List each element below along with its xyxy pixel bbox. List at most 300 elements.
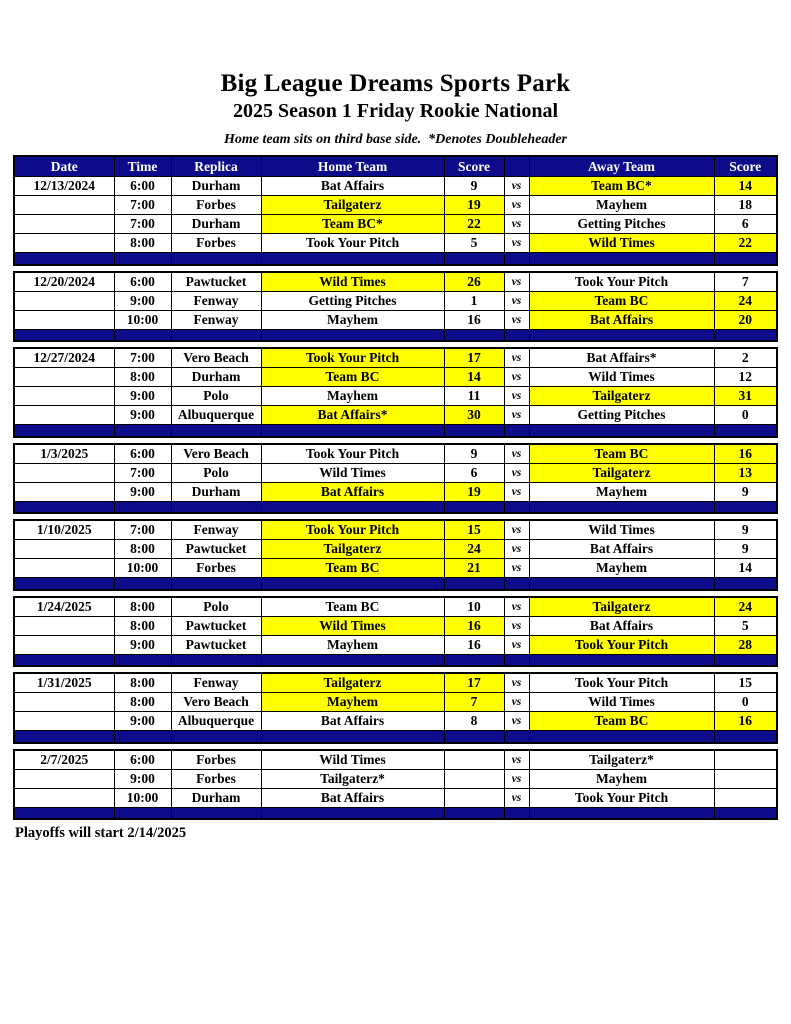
- schedule-group: [13, 443, 778, 515]
- separator-cell: [261, 578, 444, 590]
- time-cell: 9:00: [114, 635, 171, 654]
- separator-cell: [444, 731, 504, 743]
- date-cell: 1/10/2025: [14, 520, 114, 540]
- vs-cell: vs: [504, 712, 529, 731]
- separator-cell: [171, 329, 261, 341]
- separator-cell: [444, 654, 504, 666]
- vs-cell: vs: [504, 673, 529, 693]
- date-cell: [14, 368, 114, 387]
- home-score-cell: 26: [444, 272, 504, 292]
- away-score-cell: 22: [714, 234, 777, 253]
- header-home: Home Team: [261, 156, 444, 177]
- vs-cell: vs: [504, 348, 529, 368]
- separator-cell: [14, 731, 114, 743]
- time-cell: 10:00: [114, 788, 171, 807]
- replica-cell: Pawtucket: [171, 616, 261, 635]
- date-cell: [14, 616, 114, 635]
- separator-cell: [714, 329, 777, 341]
- game-row: [14, 712, 777, 731]
- home-score-cell: [444, 788, 504, 807]
- page-note: Home team sits on third base side. *Denotes Doubleheader: [224, 132, 567, 147]
- time-cell: 9:00: [114, 291, 171, 310]
- home-team-cell: Bat Affairs*: [261, 406, 444, 425]
- away-team-cell: Tailgaterz*: [529, 750, 714, 770]
- vs-cell: vs: [504, 559, 529, 578]
- away-score-cell: 24: [714, 291, 777, 310]
- home-team-cell: Took Your Pitch: [261, 520, 444, 540]
- separator-cell: [261, 253, 444, 265]
- time-cell: 6:00: [114, 177, 171, 196]
- replica-cell: Pawtucket: [171, 635, 261, 654]
- separator-cell: [529, 731, 714, 743]
- time-cell: 7:00: [114, 348, 171, 368]
- vs-cell: vs: [504, 769, 529, 788]
- separator-cell: [504, 425, 529, 437]
- separator-cell: [114, 807, 171, 819]
- replica-cell: Pawtucket: [171, 540, 261, 559]
- separator-cell: [114, 501, 171, 513]
- home-team-cell: Wild Times: [261, 272, 444, 292]
- game-row: [14, 788, 777, 807]
- time-cell: 6:00: [114, 444, 171, 464]
- separator-row: [14, 425, 777, 437]
- away-team-cell: Bat Affairs: [529, 540, 714, 559]
- away-team-cell: Mayhem: [529, 196, 714, 215]
- replica-cell: Durham: [171, 368, 261, 387]
- time-cell: 8:00: [114, 234, 171, 253]
- separator-row: [14, 731, 777, 743]
- separator-cell: [504, 501, 529, 513]
- game-row: [14, 406, 777, 425]
- replica-cell: Albuquerque: [171, 406, 261, 425]
- replica-cell: Vero Beach: [171, 693, 261, 712]
- separator-cell: [114, 253, 171, 265]
- away-team-cell: Took Your Pitch: [529, 272, 714, 292]
- schedule-group: [13, 672, 778, 744]
- schedule-group: [13, 596, 778, 668]
- home-score-cell: 7: [444, 693, 504, 712]
- date-cell: [14, 387, 114, 406]
- home-team-cell: Wild Times: [261, 616, 444, 635]
- game-row: [14, 272, 777, 292]
- time-cell: 8:00: [114, 693, 171, 712]
- date-cell: 12/20/2024: [14, 272, 114, 292]
- game-row: [14, 196, 777, 215]
- schedule-group: [13, 271, 778, 343]
- replica-cell: Polo: [171, 597, 261, 617]
- away-score-cell: 12: [714, 368, 777, 387]
- vs-cell: vs: [504, 635, 529, 654]
- separator-cell: [14, 654, 114, 666]
- away-team-cell: Bat Affairs: [529, 310, 714, 329]
- replica-cell: Forbes: [171, 234, 261, 253]
- home-score-cell: 22: [444, 215, 504, 234]
- separator-cell: [171, 253, 261, 265]
- date-cell: [14, 693, 114, 712]
- separator-cell: [529, 425, 714, 437]
- away-score-cell: 2: [714, 348, 777, 368]
- game-row: [14, 750, 777, 770]
- away-score-cell: 20: [714, 310, 777, 329]
- separator-cell: [261, 807, 444, 819]
- separator-cell: [444, 501, 504, 513]
- separator-row: [14, 501, 777, 513]
- away-score-cell: 13: [714, 463, 777, 482]
- home-score-cell: 17: [444, 673, 504, 693]
- vs-cell: vs: [504, 750, 529, 770]
- date-cell: 12/27/2024: [14, 348, 114, 368]
- header-replica: Replica: [171, 156, 261, 177]
- home-score-cell: 16: [444, 616, 504, 635]
- replica-cell: Polo: [171, 463, 261, 482]
- date-cell: 1/24/2025: [14, 597, 114, 617]
- away-team-cell: Mayhem: [529, 482, 714, 501]
- date-cell: [14, 406, 114, 425]
- vs-cell: vs: [504, 272, 529, 292]
- time-cell: 9:00: [114, 387, 171, 406]
- home-score-cell: 15: [444, 520, 504, 540]
- separator-cell: [529, 578, 714, 590]
- away-score-cell: 18: [714, 196, 777, 215]
- game-row: [14, 616, 777, 635]
- home-team-cell: Team BC: [261, 597, 444, 617]
- home-score-cell: 5: [444, 234, 504, 253]
- replica-cell: Vero Beach: [171, 444, 261, 464]
- header-away: Away Team: [529, 156, 714, 177]
- date-cell: [14, 482, 114, 501]
- away-score-cell: 15: [714, 673, 777, 693]
- home-score-cell: 17: [444, 348, 504, 368]
- time-cell: 9:00: [114, 406, 171, 425]
- time-cell: 10:00: [114, 559, 171, 578]
- separator-row: [14, 654, 777, 666]
- replica-cell: Durham: [171, 482, 261, 501]
- time-cell: 7:00: [114, 520, 171, 540]
- separator-cell: [114, 731, 171, 743]
- separator-cell: [171, 425, 261, 437]
- away-team-cell: Mayhem: [529, 769, 714, 788]
- replica-cell: Vero Beach: [171, 348, 261, 368]
- replica-cell: Albuquerque: [171, 712, 261, 731]
- game-row: [14, 769, 777, 788]
- replica-cell: Durham: [171, 788, 261, 807]
- game-row: [14, 177, 777, 196]
- separator-cell: [171, 501, 261, 513]
- vs-cell: vs: [504, 177, 529, 196]
- away-team-cell: Wild Times: [529, 368, 714, 387]
- separator-cell: [529, 329, 714, 341]
- away-team-cell: Getting Pitches: [529, 215, 714, 234]
- away-score-cell: [714, 788, 777, 807]
- date-cell: 12/13/2024: [14, 177, 114, 196]
- vs-cell: vs: [504, 616, 529, 635]
- vs-cell: vs: [504, 406, 529, 425]
- away-team-cell: Wild Times: [529, 234, 714, 253]
- replica-cell: Forbes: [171, 559, 261, 578]
- home-team-cell: Tailgaterz: [261, 196, 444, 215]
- home-team-cell: Tailgaterz*: [261, 769, 444, 788]
- away-team-cell: Took Your Pitch: [529, 635, 714, 654]
- home-score-cell: 24: [444, 540, 504, 559]
- separator-cell: [261, 731, 444, 743]
- away-score-cell: 28: [714, 635, 777, 654]
- game-row: [14, 520, 777, 540]
- away-team-cell: Bat Affairs*: [529, 348, 714, 368]
- home-score-cell: [444, 769, 504, 788]
- away-score-cell: 9: [714, 482, 777, 501]
- replica-cell: Fenway: [171, 520, 261, 540]
- separator-cell: [444, 578, 504, 590]
- away-score-cell: 6: [714, 215, 777, 234]
- away-team-cell: Team BC: [529, 712, 714, 731]
- separator-cell: [14, 807, 114, 819]
- home-score-cell: 8: [444, 712, 504, 731]
- home-score-cell: 30: [444, 406, 504, 425]
- vs-cell: vs: [504, 540, 529, 559]
- away-score-cell: 31: [714, 387, 777, 406]
- time-cell: 8:00: [114, 368, 171, 387]
- game-row: [14, 693, 777, 712]
- date-cell: [14, 196, 114, 215]
- date-cell: 2/7/2025: [14, 750, 114, 770]
- separator-cell: [529, 501, 714, 513]
- home-score-cell: 10: [444, 597, 504, 617]
- vs-cell: vs: [504, 368, 529, 387]
- vs-cell: vs: [504, 196, 529, 215]
- page-subtitle: 2025 Season 1 Friday Rookie National: [232, 100, 559, 122]
- separator-row: [14, 807, 777, 819]
- vs-cell: vs: [504, 597, 529, 617]
- home-team-cell: Bat Affairs: [261, 482, 444, 501]
- game-row: [14, 310, 777, 329]
- game-row: [14, 540, 777, 559]
- away-team-cell: Team BC: [529, 444, 714, 464]
- away-score-cell: 7: [714, 272, 777, 292]
- game-row: [14, 444, 777, 464]
- time-cell: 8:00: [114, 673, 171, 693]
- vs-cell: vs: [504, 463, 529, 482]
- home-team-cell: Team BC: [261, 368, 444, 387]
- separator-cell: [114, 578, 171, 590]
- home-team-cell: Bat Affairs: [261, 712, 444, 731]
- separator-cell: [444, 253, 504, 265]
- page-header: [0, 0, 791, 148]
- schedule-group: [13, 519, 778, 591]
- away-score-cell: 9: [714, 540, 777, 559]
- date-cell: 1/31/2025: [14, 673, 114, 693]
- away-score-cell: 5: [714, 616, 777, 635]
- home-score-cell: 14: [444, 368, 504, 387]
- vs-cell: vs: [504, 444, 529, 464]
- home-score-cell: [444, 750, 504, 770]
- vs-cell: vs: [504, 482, 529, 501]
- replica-cell: Forbes: [171, 196, 261, 215]
- home-score-cell: 19: [444, 196, 504, 215]
- schedule-table-container: [13, 155, 791, 820]
- separator-cell: [504, 807, 529, 819]
- away-team-cell: Tailgaterz: [529, 387, 714, 406]
- home-score-cell: 9: [444, 177, 504, 196]
- game-row: [14, 597, 777, 617]
- separator-cell: [171, 654, 261, 666]
- separator-cell: [261, 329, 444, 341]
- separator-cell: [14, 425, 114, 437]
- separator-cell: [261, 501, 444, 513]
- date-cell: [14, 712, 114, 731]
- separator-cell: [444, 329, 504, 341]
- away-score-cell: [714, 750, 777, 770]
- away-score-cell: 14: [714, 177, 777, 196]
- vs-cell: vs: [504, 234, 529, 253]
- home-team-cell: Wild Times: [261, 463, 444, 482]
- time-cell: 7:00: [114, 463, 171, 482]
- date-cell: [14, 559, 114, 578]
- away-score-cell: 9: [714, 520, 777, 540]
- home-team-cell: Mayhem: [261, 387, 444, 406]
- time-cell: 8:00: [114, 616, 171, 635]
- separator-cell: [504, 578, 529, 590]
- replica-cell: Forbes: [171, 750, 261, 770]
- header-vs: [504, 156, 529, 177]
- separator-cell: [444, 807, 504, 819]
- away-score-cell: 14: [714, 559, 777, 578]
- home-team-cell: Getting Pitches: [261, 291, 444, 310]
- home-team-cell: Mayhem: [261, 693, 444, 712]
- replica-cell: Forbes: [171, 769, 261, 788]
- replica-cell: Fenway: [171, 291, 261, 310]
- header-time: Time: [114, 156, 171, 177]
- separator-cell: [714, 425, 777, 437]
- away-team-cell: Took Your Pitch: [529, 673, 714, 693]
- separator-cell: [714, 807, 777, 819]
- date-cell: [14, 234, 114, 253]
- home-score-cell: 16: [444, 310, 504, 329]
- time-cell: 10:00: [114, 310, 171, 329]
- home-team-cell: Tailgaterz: [261, 540, 444, 559]
- home-team-cell: Mayhem: [261, 310, 444, 329]
- schedule-group: [13, 347, 778, 438]
- game-row: [14, 348, 777, 368]
- separator-row: [14, 329, 777, 341]
- game-row: [14, 234, 777, 253]
- separator-cell: [14, 578, 114, 590]
- separator-cell: [504, 253, 529, 265]
- time-cell: 8:00: [114, 540, 171, 559]
- home-score-cell: 16: [444, 635, 504, 654]
- date-cell: [14, 769, 114, 788]
- replica-cell: Fenway: [171, 673, 261, 693]
- away-score-cell: 0: [714, 693, 777, 712]
- separator-row: [14, 253, 777, 265]
- separator-cell: [714, 654, 777, 666]
- game-row: [14, 215, 777, 234]
- replica-cell: Pawtucket: [171, 272, 261, 292]
- home-team-cell: Took Your Pitch: [261, 234, 444, 253]
- game-row: [14, 559, 777, 578]
- game-row: [14, 387, 777, 406]
- replica-cell: Durham: [171, 215, 261, 234]
- separator-cell: [504, 731, 529, 743]
- schedule-group: [13, 155, 778, 266]
- game-row: [14, 463, 777, 482]
- time-cell: 9:00: [114, 712, 171, 731]
- separator-cell: [261, 654, 444, 666]
- vs-cell: vs: [504, 520, 529, 540]
- date-cell: [14, 463, 114, 482]
- vs-cell: vs: [504, 693, 529, 712]
- home-team-cell: Bat Affairs: [261, 788, 444, 807]
- time-cell: 7:00: [114, 196, 171, 215]
- separator-cell: [714, 578, 777, 590]
- date-cell: [14, 540, 114, 559]
- game-row: [14, 368, 777, 387]
- date-cell: [14, 310, 114, 329]
- date-cell: [14, 215, 114, 234]
- game-row: [14, 482, 777, 501]
- separator-cell: [114, 654, 171, 666]
- home-score-cell: 11: [444, 387, 504, 406]
- separator-cell: [529, 253, 714, 265]
- separator-cell: [714, 253, 777, 265]
- separator-cell: [504, 654, 529, 666]
- home-team-cell: Team BC*: [261, 215, 444, 234]
- date-cell: 1/3/2025: [14, 444, 114, 464]
- separator-cell: [444, 425, 504, 437]
- away-team-cell: Team BC: [529, 291, 714, 310]
- time-cell: 9:00: [114, 482, 171, 501]
- home-team-cell: Took Your Pitch: [261, 444, 444, 464]
- header-home_score: Score: [444, 156, 504, 177]
- game-row: [14, 673, 777, 693]
- time-cell: 6:00: [114, 750, 171, 770]
- vs-cell: vs: [504, 387, 529, 406]
- home-team-cell: Mayhem: [261, 635, 444, 654]
- separator-row: [14, 578, 777, 590]
- separator-cell: [529, 807, 714, 819]
- vs-cell: vs: [504, 291, 529, 310]
- away-team-cell: Wild Times: [529, 520, 714, 540]
- separator-cell: [114, 425, 171, 437]
- game-row: [14, 635, 777, 654]
- separator-cell: [114, 329, 171, 341]
- away-team-cell: Wild Times: [529, 693, 714, 712]
- vs-cell: vs: [504, 310, 529, 329]
- separator-cell: [171, 578, 261, 590]
- separator-cell: [714, 731, 777, 743]
- separator-cell: [504, 329, 529, 341]
- home-score-cell: 6: [444, 463, 504, 482]
- playoffs-note: Playoffs will start 2/14/2025: [15, 825, 187, 841]
- home-team-cell: Team BC: [261, 559, 444, 578]
- vs-cell: vs: [504, 788, 529, 807]
- separator-cell: [529, 654, 714, 666]
- home-score-cell: 19: [444, 482, 504, 501]
- page-title: Big League Dreams Sports Park: [220, 70, 571, 97]
- home-team-cell: Took Your Pitch: [261, 348, 444, 368]
- separator-cell: [171, 731, 261, 743]
- home-score-cell: 9: [444, 444, 504, 464]
- time-cell: 8:00: [114, 597, 171, 617]
- away-team-cell: Took Your Pitch: [529, 788, 714, 807]
- separator-cell: [14, 501, 114, 513]
- header-date: Date: [14, 156, 114, 177]
- away-score-cell: 16: [714, 712, 777, 731]
- away-score-cell: [714, 769, 777, 788]
- away-team-cell: Mayhem: [529, 559, 714, 578]
- home-team-cell: Bat Affairs: [261, 177, 444, 196]
- replica-cell: Durham: [171, 177, 261, 196]
- away-score-cell: 16: [714, 444, 777, 464]
